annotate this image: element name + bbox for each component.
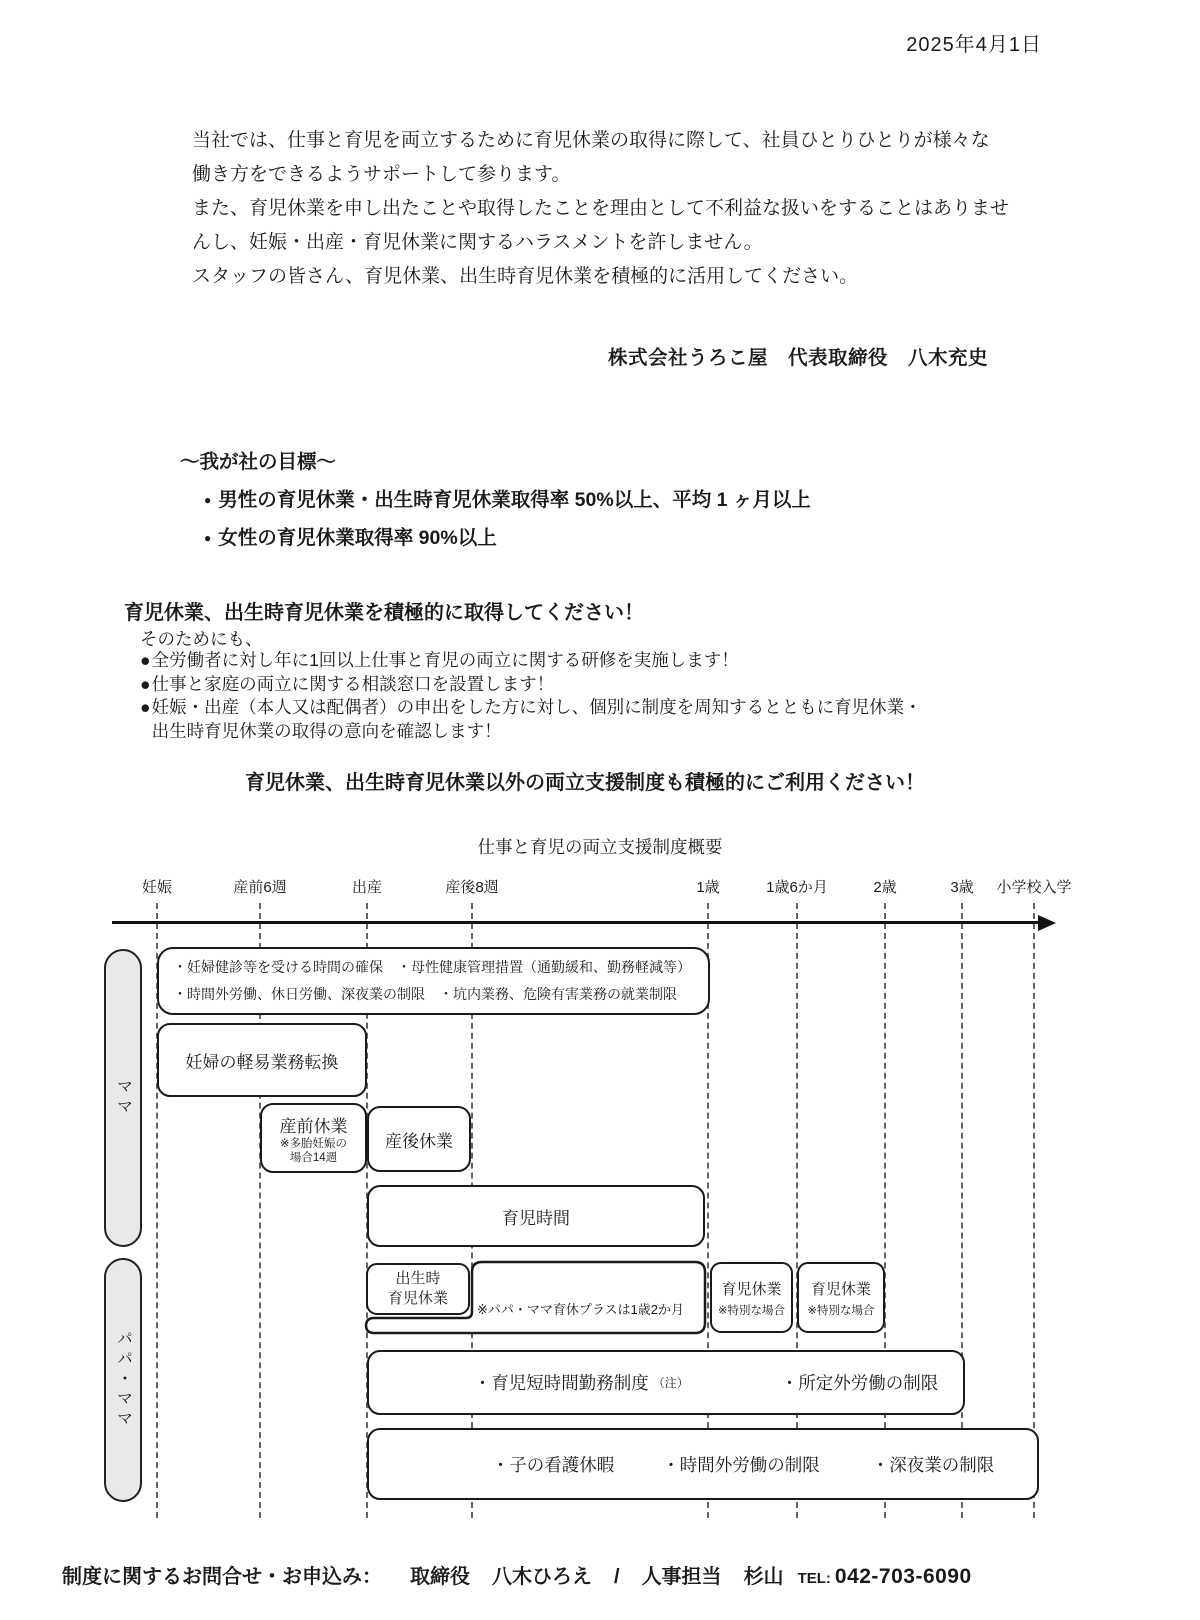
- box-maternal-health-line: ・妊婦健診等を受ける時間の確保 ・母性健康管理措置（通勤緩和、勤務軽減等）: [173, 959, 691, 975]
- promote-heading: 育児休業、出生時育児休業を積極的に取得してください！: [124, 602, 644, 624]
- milestone-label: 1歳: [696, 879, 720, 896]
- short-hours-item: ・育児短時間勤務制度: [473, 1373, 649, 1393]
- box-prenatal-note: 場合14週: [289, 1151, 338, 1164]
- promote-item-text: 全労働者に対し年に1回以上仕事と育児の両立に関する研修を実施します！: [151, 650, 739, 670]
- goal-item: [204, 519, 811, 557]
- milestone-label: 産前6週: [233, 879, 287, 896]
- goal-item: [204, 481, 811, 519]
- goal-item-text: 女性の育児休業取得率 90%以上: [218, 527, 497, 549]
- footer-name: 八木ひろえ: [492, 1566, 592, 1588]
- milestone-label: 出産: [351, 879, 382, 896]
- goals-list: [204, 481, 811, 557]
- milestone-label: 1歳6か月: [766, 879, 828, 896]
- milestone-label: 産後8週: [445, 879, 499, 896]
- box-maternal-health-line: ・時間外労働、休日労働、深夜業の制限 ・坑内業務、危険有害業務の就業制限: [173, 986, 677, 1002]
- intro-line: また、育児休業を申し出たことや取得したことを理由として不利益な扱いをすることはありませ: [192, 198, 1010, 219]
- box-short-hours: [367, 1350, 965, 1415]
- box-maternal-health: [157, 947, 710, 1015]
- nursing-item: ・子の看護休暇: [491, 1454, 615, 1475]
- bullet-icon: ●: [140, 697, 151, 717]
- milestone-label: 3歳: [950, 879, 974, 896]
- nursing-item: ・深夜業の制限: [871, 1454, 995, 1475]
- box-prenatal-leave: [260, 1103, 367, 1173]
- footer-tel-number: 042-703-6090: [834, 1565, 972, 1588]
- intro-paragraph: [192, 124, 1032, 294]
- footer-separator: /: [614, 1566, 620, 1588]
- promote-item-line: 出生時育児休業の取得の意向を確認します！: [151, 720, 502, 741]
- short-hours-item: ・所定外労働の制限: [780, 1373, 939, 1393]
- box-birth-leave: [366, 1263, 470, 1315]
- footer-role: 取締役: [410, 1566, 470, 1588]
- bullet-icon: ●: [140, 673, 151, 694]
- promote-item-text: [152, 696, 922, 743]
- intro-line: スタッフの皆さん、育児休業、出生時育児休業を積極的に活用してください。: [192, 266, 859, 287]
- bullet-icon: ●: [204, 531, 212, 545]
- promote-list: [140, 649, 922, 743]
- box-special-note: ※特別な場合: [717, 1304, 786, 1317]
- timeline-arrow-icon: [1038, 915, 1056, 931]
- box-prenatal-title: 産前休業: [279, 1116, 348, 1136]
- box-nursing-leave: [367, 1428, 1039, 1500]
- bullet-icon: ●: [204, 493, 212, 507]
- timeline-gridline: [1033, 903, 1035, 1518]
- timeline-axis: [112, 921, 1042, 924]
- bullet-icon: ●: [140, 650, 151, 670]
- promote-item-line: 妊娠・出産（本人又は配偶者）の申出をした方に対し、個別に制度を周知するとともに育児休業・: [151, 697, 922, 717]
- timeline-gridline: [796, 903, 798, 1518]
- promote-item: [140, 696, 922, 743]
- footer-label: 制度に関するお問合せ・お申込み：: [62, 1566, 382, 1588]
- group-label-mama: ママ: [104, 949, 142, 1247]
- goals-title: ～我が社の目標～: [180, 451, 337, 473]
- box-prenatal-note: ※多胎妊娠の: [279, 1137, 348, 1150]
- box-special-note: ※特別な場合: [807, 1304, 875, 1317]
- parental-leave-note: ※パパ・ママ育休プラスは1歳2か月: [477, 1302, 684, 1317]
- intro-line: んし、妊娠・出産・育児休業に関するハラスメントを許しません。: [192, 232, 763, 253]
- box-childcare-time: 育児時間: [367, 1185, 705, 1247]
- intro-line: 働き方をできるようサポートして参ります。: [192, 164, 571, 185]
- box-birth-leave-line: 育児休業: [387, 1290, 448, 1307]
- footer-role: 人事担当: [641, 1566, 722, 1588]
- group-label-papa-mama: パパ・ママ: [104, 1258, 142, 1502]
- promote-lead: そのためにも、: [140, 629, 263, 649]
- promote-item-text: 仕事と家庭の両立に関する相談窓口を設置します！: [151, 673, 555, 694]
- box-light-duty: 妊婦の軽易業務転換: [157, 1023, 367, 1097]
- box-special-title: 育児休業: [721, 1280, 782, 1298]
- company-signature: 株式会社うろこ屋 代表取締役 八木充史: [608, 347, 989, 369]
- document-date: 2025年4月1日: [906, 34, 1042, 56]
- box-special-title: 育児休業: [810, 1280, 871, 1298]
- footer-contact: [62, 1560, 972, 1589]
- milestone-label: 小学校入学: [996, 879, 1072, 896]
- support-heading: 育児休業、出生時育児休業以外の両立支援制度も積極的にご利用ください！: [245, 772, 925, 794]
- box-postnatal-leave: 産後休業: [367, 1106, 471, 1172]
- footer-tel-label: TEL:: [797, 1570, 831, 1587]
- nursing-item: ・時間外労働の制限: [662, 1454, 820, 1475]
- timeline-gridline: [961, 903, 963, 1518]
- footer-name: 杉山: [743, 1566, 784, 1588]
- box-childcare-leave-special-1: [710, 1262, 793, 1333]
- promote-item: [140, 649, 922, 673]
- milestone-label: 2歳: [873, 879, 897, 896]
- box-birth-leave-line: 出生時: [395, 1270, 441, 1287]
- intro-line: 当社では、仕事と育児を両立するために育児休業の取得に際して、社員ひとりひとりが様々な: [192, 130, 990, 151]
- support-system-diagram: [0, 830, 1200, 1520]
- promote-item: [140, 673, 922, 697]
- goal-item-text: 男性の育児休業・出生時育児休業取得率 50%以上、平均 1 ヶ月以上: [218, 489, 811, 511]
- diagram-title: 仕事と育児の両立支援制度概要: [477, 837, 723, 857]
- milestone-label: 妊娠: [141, 879, 172, 896]
- timeline-gridline: [884, 903, 886, 1518]
- box-childcare-leave-special-2: [797, 1262, 885, 1333]
- short-hours-note: （注）: [652, 1376, 689, 1390]
